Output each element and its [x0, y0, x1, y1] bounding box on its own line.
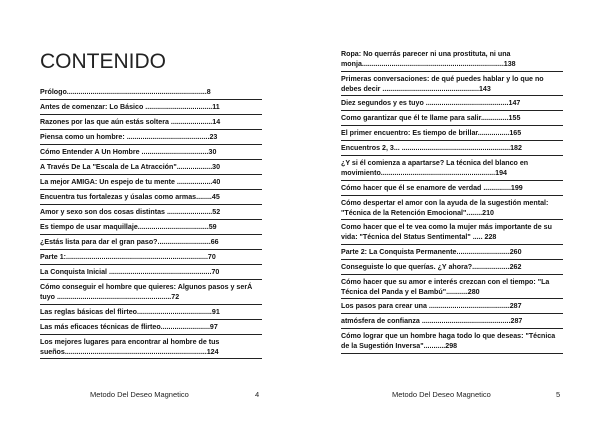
toc-entry[interactable]: Antes de comenzar: Lo Básico ..................................11 — [40, 100, 262, 115]
right-page — [300, 0, 600, 425]
toc-entry[interactable]: Diez segundos y es tuyo ..........................................147 — [341, 96, 563, 111]
toc-entry[interactable]: Las más eficaces técnicas de flirteo.........................97 — [40, 320, 262, 335]
page-number: 4 — [255, 390, 260, 399]
toc-entry[interactable]: Parte 2: La Conquista Permanente...........................260 — [341, 245, 563, 260]
footer-book-title: Metodo Del Deseo Magnetico — [90, 390, 189, 399]
toc-entry[interactable]: Cómo lograr que un hombre haga todo lo que deseas: "Técnica de la Sugestión Inversa"...........298 — [341, 329, 563, 354]
toc-entry[interactable]: Cómo Entender A Un Hombre ..................................30 — [40, 145, 262, 160]
toc-entry[interactable]: Cómo hacer que su amor e interés crezcan con el tiempo: "La Técnica del Panda y el Bambú"...........280 — [341, 275, 563, 300]
toc-entry[interactable]: Encuentros 2, 3... .......................................................182 — [341, 141, 563, 156]
toc-entry[interactable]: Como garantizar que él te llame para salir..............155 — [341, 111, 563, 126]
toc-entry[interactable]: Es tiempo de usar maquillaje....................................59 — [40, 220, 262, 235]
toc-entry[interactable]: ¿Y si él comienza a apartarse? La técnica del blanco en movimiento..........................................................194 — [341, 156, 563, 181]
toc-entry[interactable]: Cómo conseguir el hombre que quieres: Algunos pasos y serÁ tuyo ..........................................................72 — [40, 280, 262, 305]
toc-entry[interactable]: Ropa: No querrás parecer ni una prostituta, ni una monja........................................................................138 — [341, 47, 563, 72]
toc-entry[interactable]: Cómo despertar el amor con la ayuda de la sugestión mental: "Técnica de la Retención Emocional"........210 — [341, 196, 563, 221]
toc-entry[interactable]: La mejor AMIGA: Un espejo de tu mente ..................40 — [40, 175, 262, 190]
toc-entry[interactable]: Cómo hacer que él se enamore de verdad ..............199 — [341, 181, 563, 196]
toc-entry[interactable]: Conseguiste lo que querías. ¿Y ahora?...................262 — [341, 260, 563, 275]
toc-entry[interactable]: atmósfera de confianza .............................................287 — [341, 314, 563, 329]
toc-entry[interactable]: Primeras conversaciones: de qué puedes hablar y lo que no debes decir .................................................143 — [341, 72, 563, 97]
toc-entry[interactable]: Piensa como un hombre: ..........................................23 — [40, 130, 262, 145]
toc-entry[interactable]: Amor y sexo son dos cosas distintas .......................52 — [40, 205, 262, 220]
toc-entry[interactable]: Las reglas básicas del flirteo......................................91 — [40, 305, 262, 320]
toc-entry[interactable]: Los pasos para crear una .........................................287 — [341, 299, 563, 314]
toc-list-left — [40, 85, 262, 359]
toc-entry[interactable]: Como hacer que el te vea como la mujer más importante de su vida: "Técnica del Status Sentimental" ..... 228 — [341, 220, 563, 245]
toc-entry[interactable]: El primer encuentro: Es tiempo de brillar................165 — [341, 126, 563, 141]
toc-entry[interactable]: Prólogo.......................................................................8 — [40, 85, 262, 100]
toc-entry[interactable]: A Través De La "Escala de La Atracción"..................30 — [40, 160, 262, 175]
toc-list-right — [341, 47, 563, 354]
toc-entry[interactable]: ¿Estás lista para dar el gran paso?...........................66 — [40, 235, 262, 250]
toc-entry[interactable]: Parte 1:........................................................................70 — [40, 250, 262, 265]
page-title: CONTENIDO — [40, 50, 166, 73]
page-number: 5 — [556, 390, 561, 399]
toc-entry[interactable]: Encuentra tus fortalezas y úsalas como armas........45 — [40, 190, 262, 205]
toc-entry[interactable]: Los mejores lugares para encontrar al hombre de tus sueños........................................................................124 — [40, 335, 262, 360]
footer-book-title: Metodo Del Deseo Magnetico — [392, 390, 491, 399]
toc-entry[interactable]: Razones por las que aún estás soltera .....................14 — [40, 115, 262, 130]
toc-entry[interactable]: La Conquista Inicial ....................................................70 — [40, 265, 262, 280]
